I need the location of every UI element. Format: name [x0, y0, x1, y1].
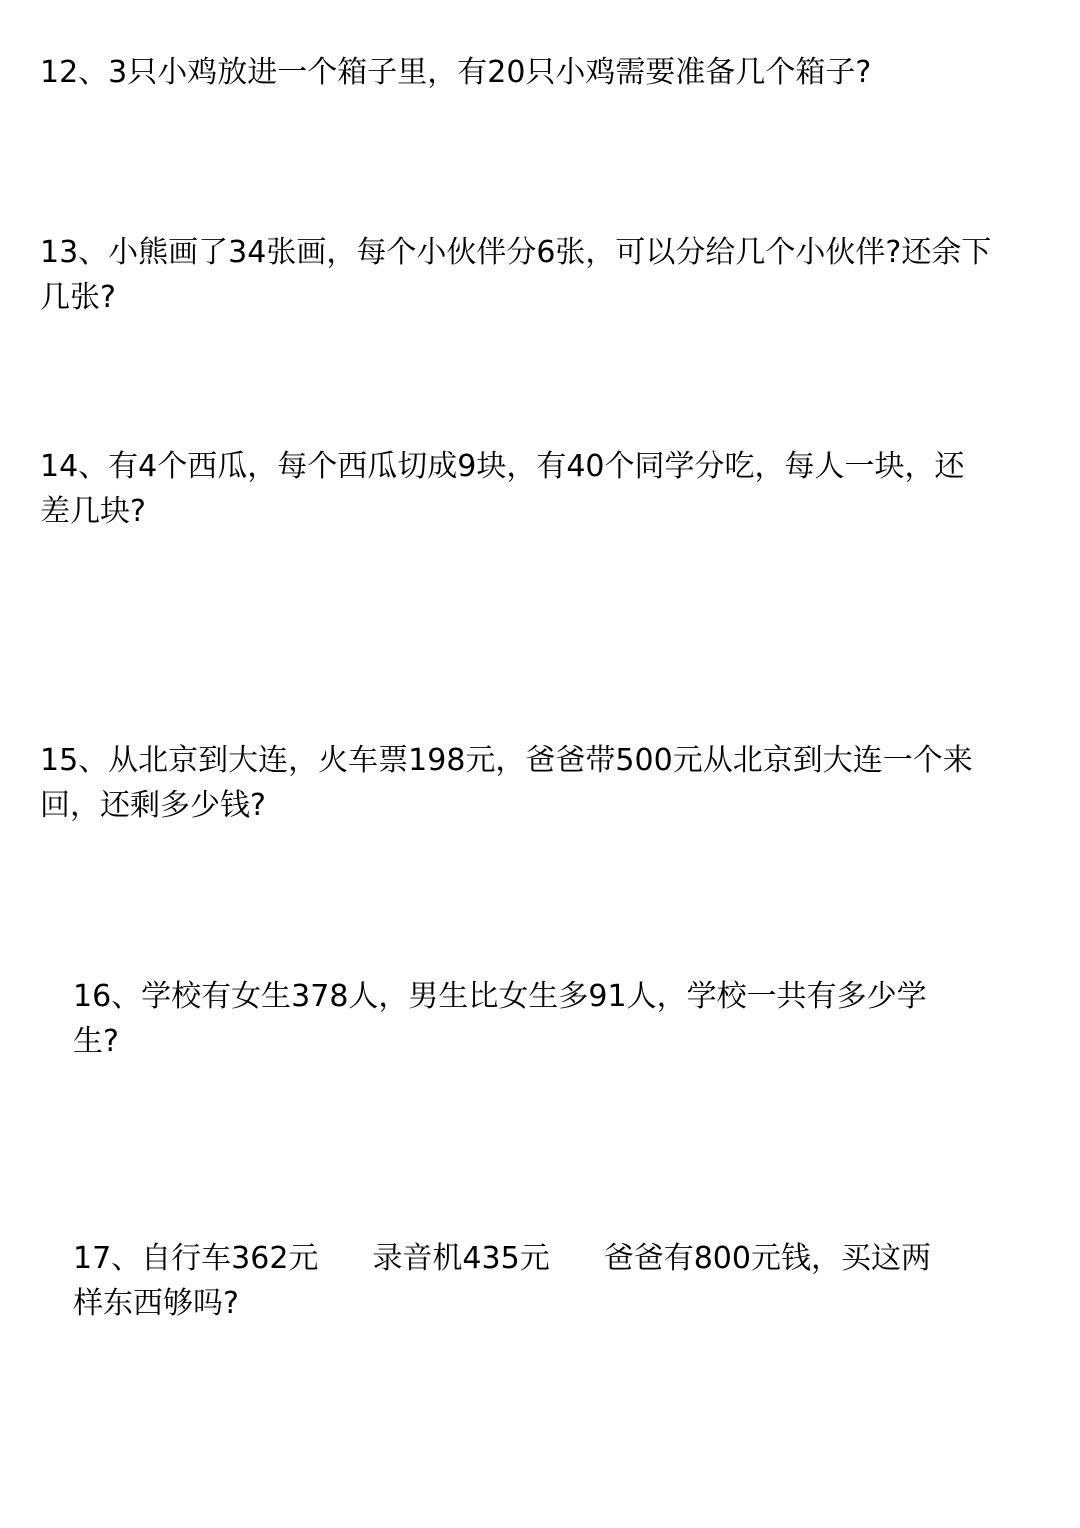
question-14-line-2: 差几块?: [40, 494, 146, 529]
question-12-line-1: 12、3只小鸡放进一个箱子里，有20只小鸡需要准备几个箱子?: [40, 55, 872, 90]
question-13-line-1: 13、小熊画了34张画，每个小伙伴分6张，可以分给几个小伙伴?还余下: [40, 235, 992, 270]
question-17-line-2: 样东西够吗?: [73, 1286, 239, 1321]
question-12: [40, 50, 871, 95]
question-15-line-2: 回，还剩多少钱?: [40, 788, 266, 823]
question-14: [40, 444, 965, 534]
question-16-line-1: 16、学校有女生378人，男生比女生多91人，学校一共有多少学: [73, 979, 927, 1014]
question-17-recorder-price: 录音机435元: [372, 1241, 550, 1276]
question-14-line-1: 14、有4个西瓜，每个西瓜切成9块，有40个同学分吃，每人一块，还: [40, 449, 965, 484]
question-16-line-2: 生?: [73, 1024, 119, 1059]
question-15-line-1: 15、从北京到大连，火车票198元，爸爸带500元从北京到大连一个来: [40, 743, 973, 778]
question-13: [40, 230, 991, 320]
question-17-dad-money: 爸爸有800元钱，买这两: [603, 1241, 931, 1276]
question-17-line-1: [73, 1236, 931, 1281]
question-13-line-2: 几张?: [40, 280, 116, 315]
question-15: [40, 738, 973, 828]
question-17: [73, 1236, 931, 1326]
question-16: [73, 974, 927, 1064]
question-17-bicycle-price: 17、自行车362元: [73, 1241, 319, 1276]
